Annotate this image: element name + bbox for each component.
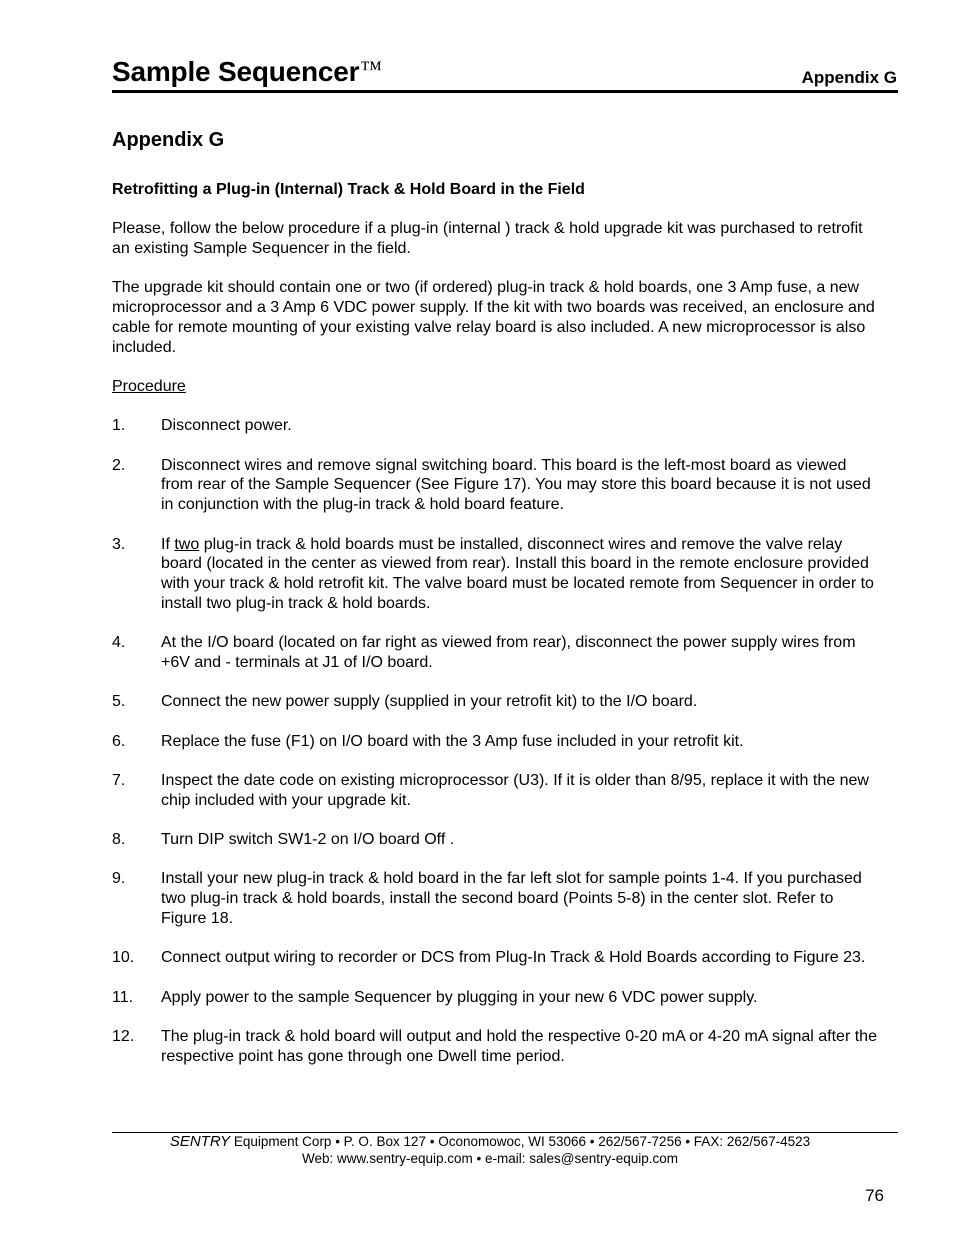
step-text: Disconnect power. xyxy=(161,417,292,435)
step-number: 11. xyxy=(112,988,134,1006)
procedure-steps xyxy=(112,416,877,1066)
step-item xyxy=(112,633,877,673)
step-number: 7. xyxy=(112,771,126,789)
page-title xyxy=(112,56,382,88)
step-item xyxy=(112,535,877,614)
footer xyxy=(112,1134,868,1167)
step-item xyxy=(112,771,877,811)
step-text: Install your new plug-in track & hold board in the far left slot for sample points 1-4. If you purchased two plug-in track & hold boards, install the second board (Points 5-8) in the center slot. Refer to Figure 18. xyxy=(161,870,862,927)
title-text: Sample Sequencer xyxy=(112,56,360,87)
step-text: Disconnect wires and remove signal switching board. This board is the left-most board as viewed from rear of the Sample Sequencer (See Figure 17). You may store this board because it is not used in conjunction with the plug-in track & hold board feature. xyxy=(161,456,871,514)
step-number: 1. xyxy=(112,417,126,435)
step-item xyxy=(112,988,877,1008)
step-number: 3. xyxy=(112,535,126,553)
footer-brand: SENTRY xyxy=(169,1133,231,1150)
step-text: Inspect the date code on existing microprocessor (U3). If it is older than 8/95, replace it with the new chip included with your upgrade kit. xyxy=(161,771,869,809)
step-number: 2. xyxy=(112,456,126,474)
step-number: 8. xyxy=(112,831,126,849)
trademark-symbol: ™ xyxy=(360,56,382,81)
step-text: Turn DIP switch SW1-2 on I/O board Off . xyxy=(161,831,455,849)
step-item xyxy=(112,456,877,515)
procedure-label: Procedure xyxy=(112,378,186,396)
step-number: 5. xyxy=(112,693,126,711)
step-item xyxy=(112,692,877,712)
footer-address: Equipment Corp • P. O. Box 127 • Oconomowoc, WI 53066 • 262/567-7256 • FAX: 262/567-4523 xyxy=(230,1134,811,1149)
footer-web-line: Web: www.sentry-equip.com • e-mail: sales@sentry-equip.com xyxy=(301,1150,679,1166)
step-number: 4. xyxy=(112,634,126,652)
step-item xyxy=(112,948,877,968)
page-number: 76 xyxy=(865,1186,884,1205)
kit-contents-paragraph: The upgrade kit should contain one or two (if ordered) plug-in track & hold boards, one 3 Amp fuse, a new microprocessor and a 3 Amp 6 VDC power supply. If the kit with two boards was received, an enclosure and cable for remote mounting of your existing valve relay board is also included. A new microprocessor is also included. xyxy=(112,279,875,356)
section-heading: Appendix G xyxy=(112,129,225,151)
step-text: At the I/O board (located on far right as viewed from rear), disconnect the power supply wires from +6V and - terminals at J1 of I/O board. xyxy=(161,634,856,672)
step-item xyxy=(112,830,877,850)
header-section-label: Appendix G xyxy=(801,68,897,87)
step-text: Connect the new power supply (supplied in your retrofit kit) to the I/O board. xyxy=(161,693,698,711)
footer-address-line xyxy=(112,1134,868,1151)
step-text: Replace the fuse (F1) on I/O board with the 3 Amp fuse included in your retrofit kit. xyxy=(161,732,744,750)
subheading: Retrofitting a Plug-in (Internal) Track & Hold Board in the Field xyxy=(112,181,585,198)
step-item xyxy=(112,416,877,436)
step-text-post: plug-in track & hold boards must be installed, disconnect wires and remove the valve relay board (located in the center as viewed from rear). Install this board in the remote enclosure provided with your track & hold retrofit kit. The valve board must be located remote from Sequencer in order to install two plug-in track & hold boards. xyxy=(161,535,874,612)
step-text: Apply power to the sample Sequencer by plugging in your new 6 VDC power supply. xyxy=(161,988,758,1006)
step-text-pre: If xyxy=(161,535,175,553)
step-number: 10. xyxy=(112,949,135,967)
step-text: The plug-in track & hold board will output and hold the respective 0-20 mA or 4-20 mA signal after the respective point has gone through one Dwell time period. xyxy=(161,1027,877,1065)
step-text-emphasis: two xyxy=(174,535,200,553)
step-text xyxy=(161,535,877,614)
step-number: 6. xyxy=(112,732,126,750)
step-number: 9. xyxy=(112,870,126,888)
step-item xyxy=(112,869,877,928)
step-item xyxy=(112,732,877,752)
main-content xyxy=(112,127,877,1086)
intro-paragraph: Please, follow the below procedure if a plug-in (internal ) track & hold upgrade kit was purchased to retrofit an existing Sample Sequencer in the field. xyxy=(112,220,863,258)
step-number: 12. xyxy=(112,1027,135,1045)
step-text: Connect output wiring to recorder or DCS from Plug-In Track & Hold Boards according to Figure 23. xyxy=(161,949,866,967)
header-divider xyxy=(112,90,898,93)
step-item xyxy=(112,1027,877,1067)
